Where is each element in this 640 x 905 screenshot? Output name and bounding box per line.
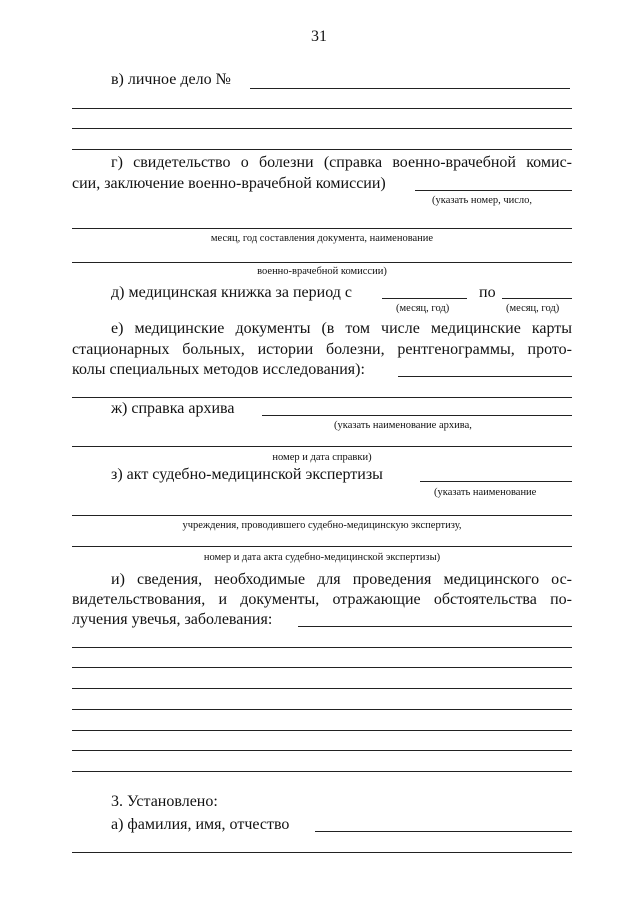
section3-heading: 3. Установлено:: [111, 793, 218, 810]
illness-certificate-line[interactable]: [72, 262, 572, 263]
forensic-act-field[interactable]: [420, 481, 572, 482]
medical-book-to-hint: (месяц, год): [506, 303, 560, 314]
information-line3: лучения увечья, заболевания:: [72, 611, 273, 628]
information-field[interactable]: [298, 626, 572, 627]
medical-documents-line2: стационарных больных, истории болезни, рентгенограммы, прото-: [72, 341, 572, 358]
medical-documents-field[interactable]: [398, 376, 572, 377]
medical-documents-line[interactable]: [72, 397, 572, 398]
medical-documents-line3: колы специальных методов исследования):: [72, 361, 365, 378]
medical-book-to-label: по: [479, 284, 496, 301]
forensic-act-hint2: учреждения, проводившего судебно-медицинскую экспертизу,: [182, 520, 462, 531]
illness-certificate-hint2: месяц, год составления документа, наименование: [210, 233, 434, 244]
archive-certificate-hint2: номер и дата справки): [272, 452, 372, 463]
archive-certificate-line[interactable]: [72, 446, 572, 447]
medical-book-from-field[interactable]: [382, 298, 467, 299]
illness-certificate-line1: г) свидетельство о болезни (справка военно-врачебной комис-: [111, 154, 572, 171]
medical-book-from-hint: (месяц, год): [396, 303, 450, 314]
personal-file-extra-line[interactable]: [72, 108, 572, 109]
information-line[interactable]: [72, 688, 572, 689]
illness-certificate-hint3: военно-врачебной комиссии): [257, 266, 387, 277]
medical-documents-line1: е) медицинские документы (в том числе медицинские карты: [111, 320, 572, 337]
personal-file-label: в) личное дело №: [111, 71, 231, 88]
information-line[interactable]: [72, 750, 572, 751]
illness-certificate-field[interactable]: [415, 190, 572, 191]
full-name-field[interactable]: [315, 831, 572, 832]
information-line[interactable]: [72, 709, 572, 710]
archive-certificate-field[interactable]: [262, 415, 572, 416]
illness-certificate-line2: сии, заключение военно-врачебной комиссии): [72, 175, 386, 192]
illness-certificate-hint1: (указать номер, число,: [432, 195, 533, 206]
full-name-line[interactable]: [72, 852, 572, 853]
information-line2: видетельствования, и документы, отражающие обстоятельства по-: [72, 591, 572, 608]
archive-certificate-label: ж) справка архива: [111, 400, 235, 417]
information-line[interactable]: [72, 667, 572, 668]
full-name-label: а) фамилия, имя, отчество: [111, 816, 290, 833]
medical-book-label: д) медицинская книжка за период с: [111, 284, 352, 301]
personal-file-extra-line[interactable]: [72, 149, 572, 150]
personal-file-number-field[interactable]: [250, 88, 570, 89]
illness-certificate-line[interactable]: [72, 228, 572, 229]
information-line[interactable]: [72, 771, 572, 772]
information-line[interactable]: [72, 730, 572, 731]
forensic-act-line[interactable]: [72, 515, 572, 516]
information-line1: и) сведения, необходимые для проведения медицинского ос-: [111, 571, 572, 588]
forensic-act-line[interactable]: [72, 546, 572, 547]
forensic-act-hint3: номер и дата акта судебно-медицинской экспертизы): [203, 552, 441, 563]
information-line[interactable]: [72, 647, 572, 648]
forensic-act-label: з) акт судебно-медицинской экспертизы: [111, 466, 383, 483]
medical-book-to-field[interactable]: [502, 298, 572, 299]
archive-certificate-hint1: (указать наименование архива,: [334, 420, 472, 431]
forensic-act-hint1: (указать наименование: [434, 487, 537, 498]
page-number: 31: [311, 28, 327, 45]
personal-file-extra-line[interactable]: [72, 128, 572, 129]
